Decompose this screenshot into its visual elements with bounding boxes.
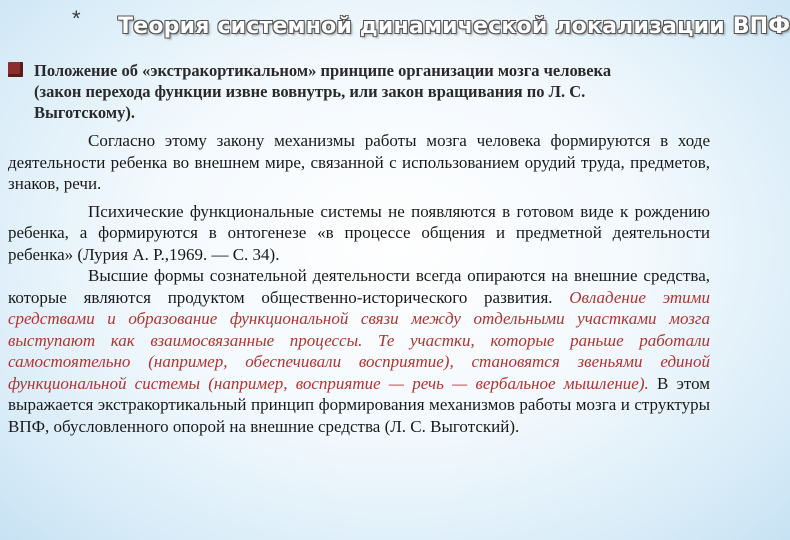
paragraph-2: Психические функциональные системы не появляются в готовом виде к рождению ребенка, а формируются в онтогенезе «в процессе общения и предметной деятельности ребенка» (Лурия А. Р.,1969. — С. 34). — [8, 201, 710, 264]
paragraph-3-end: В этом выражается экстракортикальный принцип формирования механизмов работы мозга и структуры ВПФ, обусловленного опорой на внешние средства (Л. С. Выготский). — [8, 373, 711, 436]
highlighted-italic-text: Овладение этими средствами и образование функциональной связи между отдельными участками мозга выступают как взаимосвязанные процессы. Те участки, которые раньше работали самостоятельно (например, обеспечивали восприятие), становятся звеньями единой функциональной системы (например, восприятие — речь — вербальное мышление). — [8, 287, 710, 393]
bullet-square-icon — [8, 62, 23, 77]
bullet-text: Положение об «экстракортикальном» принципе организации мозга человека (закон перехода функции извне вовнутрь, или закон вращивания по Л. С. Выготскому). — [34, 61, 612, 122]
slide-marker-star: * — [72, 6, 81, 31]
paragraph-3-start: Высшие формы сознательной деятельности всегда опираются на внешние средства, которые являются продуктом общественно-исторического развития. — [8, 266, 710, 307]
paragraph-3 — [8, 265, 710, 437]
body-text — [8, 130, 710, 437]
key-point-bullet — [8, 60, 658, 123]
slide-title: Теория системной динамической локализации ВПФ — [118, 14, 790, 39]
paragraph-1: Согласно этому закону механизмы работы мозга человека формируются в ходе деятельности ребенка во внешнем мире, связанной с использованием орудий труда, предметов, знаков, речи. — [8, 131, 710, 193]
